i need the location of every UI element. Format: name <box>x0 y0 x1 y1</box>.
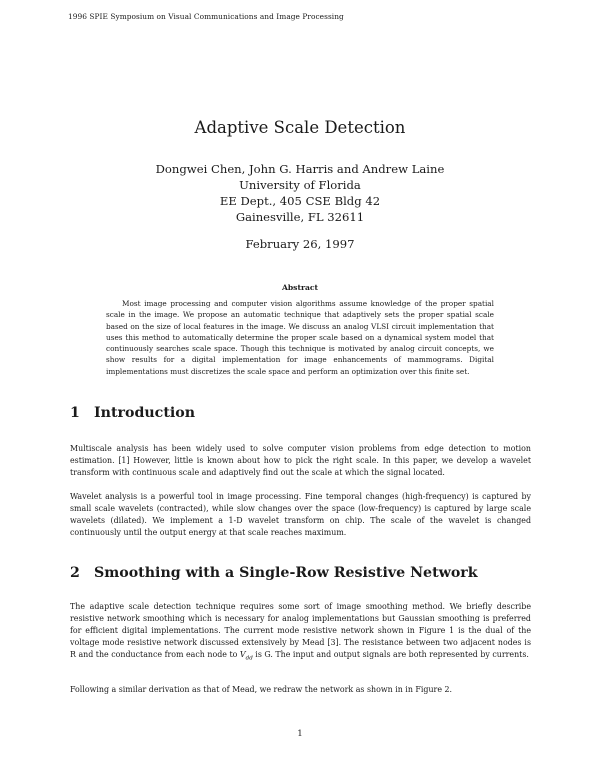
author-department: EE Dept., 405 CSE Bldg 42 <box>219 194 381 208</box>
section-1-paragraph <box>70 443 531 479</box>
section-2-heading <box>70 565 478 581</box>
abstract-body <box>106 298 494 377</box>
paper-title: Adaptive Scale Detection <box>194 118 406 137</box>
vdd-subscript: dd <box>245 655 253 662</box>
section-1-paragraph <box>70 491 531 539</box>
section-2-paragraph <box>70 601 531 665</box>
section-1-title: Introduction <box>94 405 196 421</box>
abstract-heading: Abstract <box>281 283 319 292</box>
paragraph-text: is G. The input and output signals are both represented by currents. <box>252 650 529 660</box>
section-2-title: Smoothing with a Single-Row Resistive Network <box>94 565 478 581</box>
section-2-paragraph-2: Following a similar derivation as that of Mead, we redraw the network as shown in in Figure 2. <box>70 685 453 694</box>
running-header: 1996 SPIE Symposium on Visual Communications and Image Processing <box>68 12 344 21</box>
section-1-paragraph-2: Wavelet analysis is a powerful tool in image processing. Fine temporal changes (high-frequency) is captured by small scale wavelets (contracted), while slow changes over the space (low-frequency) is captured by large scale wavelets (dilated). We implement a 1-D wavelet transform on chip. The scale of the wavelet is changed continuously until the output energy at that scale reaches maximum. <box>70 492 531 538</box>
section-2-number: 2 <box>70 565 80 581</box>
paper-date: February 26, 1997 <box>245 237 355 251</box>
paragraph-text: The adaptive scale detection technique requires some sort of image smoothing method. We briefly describe resistive network smoothing which is necessary for analog implementations but Gaussian smoothing is preferred for efficient digital implementations. The current mode resistive network shown in Figure 1 is the dual of the voltage mode resistive network discussed extensively by Mead [3]. The resistance between two adjacent nodes is R and the conductance from each node to <box>70 602 531 660</box>
section-1-number: 1 <box>70 405 80 421</box>
section-2-paragraph-1 <box>70 601 531 665</box>
author-city: Gainesville, FL 32611 <box>235 210 365 224</box>
vdd-symbol <box>239 650 253 662</box>
section-2-paragraph <box>70 684 531 696</box>
section-1-paragraph-1: Multiscale analysis has been widely used to solve computer vision problems from edge detection to motion estimation. [1] However, little is known about how to pick the right scale. In this paper, we develop a wavelet transform with continuous scale and adaptively find out the scale at which the signal located. <box>70 444 531 478</box>
vdd-base: V <box>239 650 246 660</box>
author-names: Dongwei Chen, John G. Harris and Andrew Laine <box>155 162 445 176</box>
abstract-text: Most image processing and computer vision algorithms assume knowledge of the proper spatial scale in the image. We propose an automatic technique that adaptively sets the proper spatial scale based on the size of local features in the image. We discuss an analog VLSI circuit implementation that uses this method to automatically determine the proper scale based on a dynamical system model that continuously searches scale space. Though this technique is motivated by analog circuit concepts, we show results for a digital implementation for image enhancements of mammograms. Digital implementations must discretizes the scale space and perform an optimization over this finite set. <box>106 299 494 376</box>
page-number: 1 <box>297 729 303 739</box>
section-1-heading <box>70 405 195 421</box>
author-institution: University of Florida <box>239 178 361 192</box>
